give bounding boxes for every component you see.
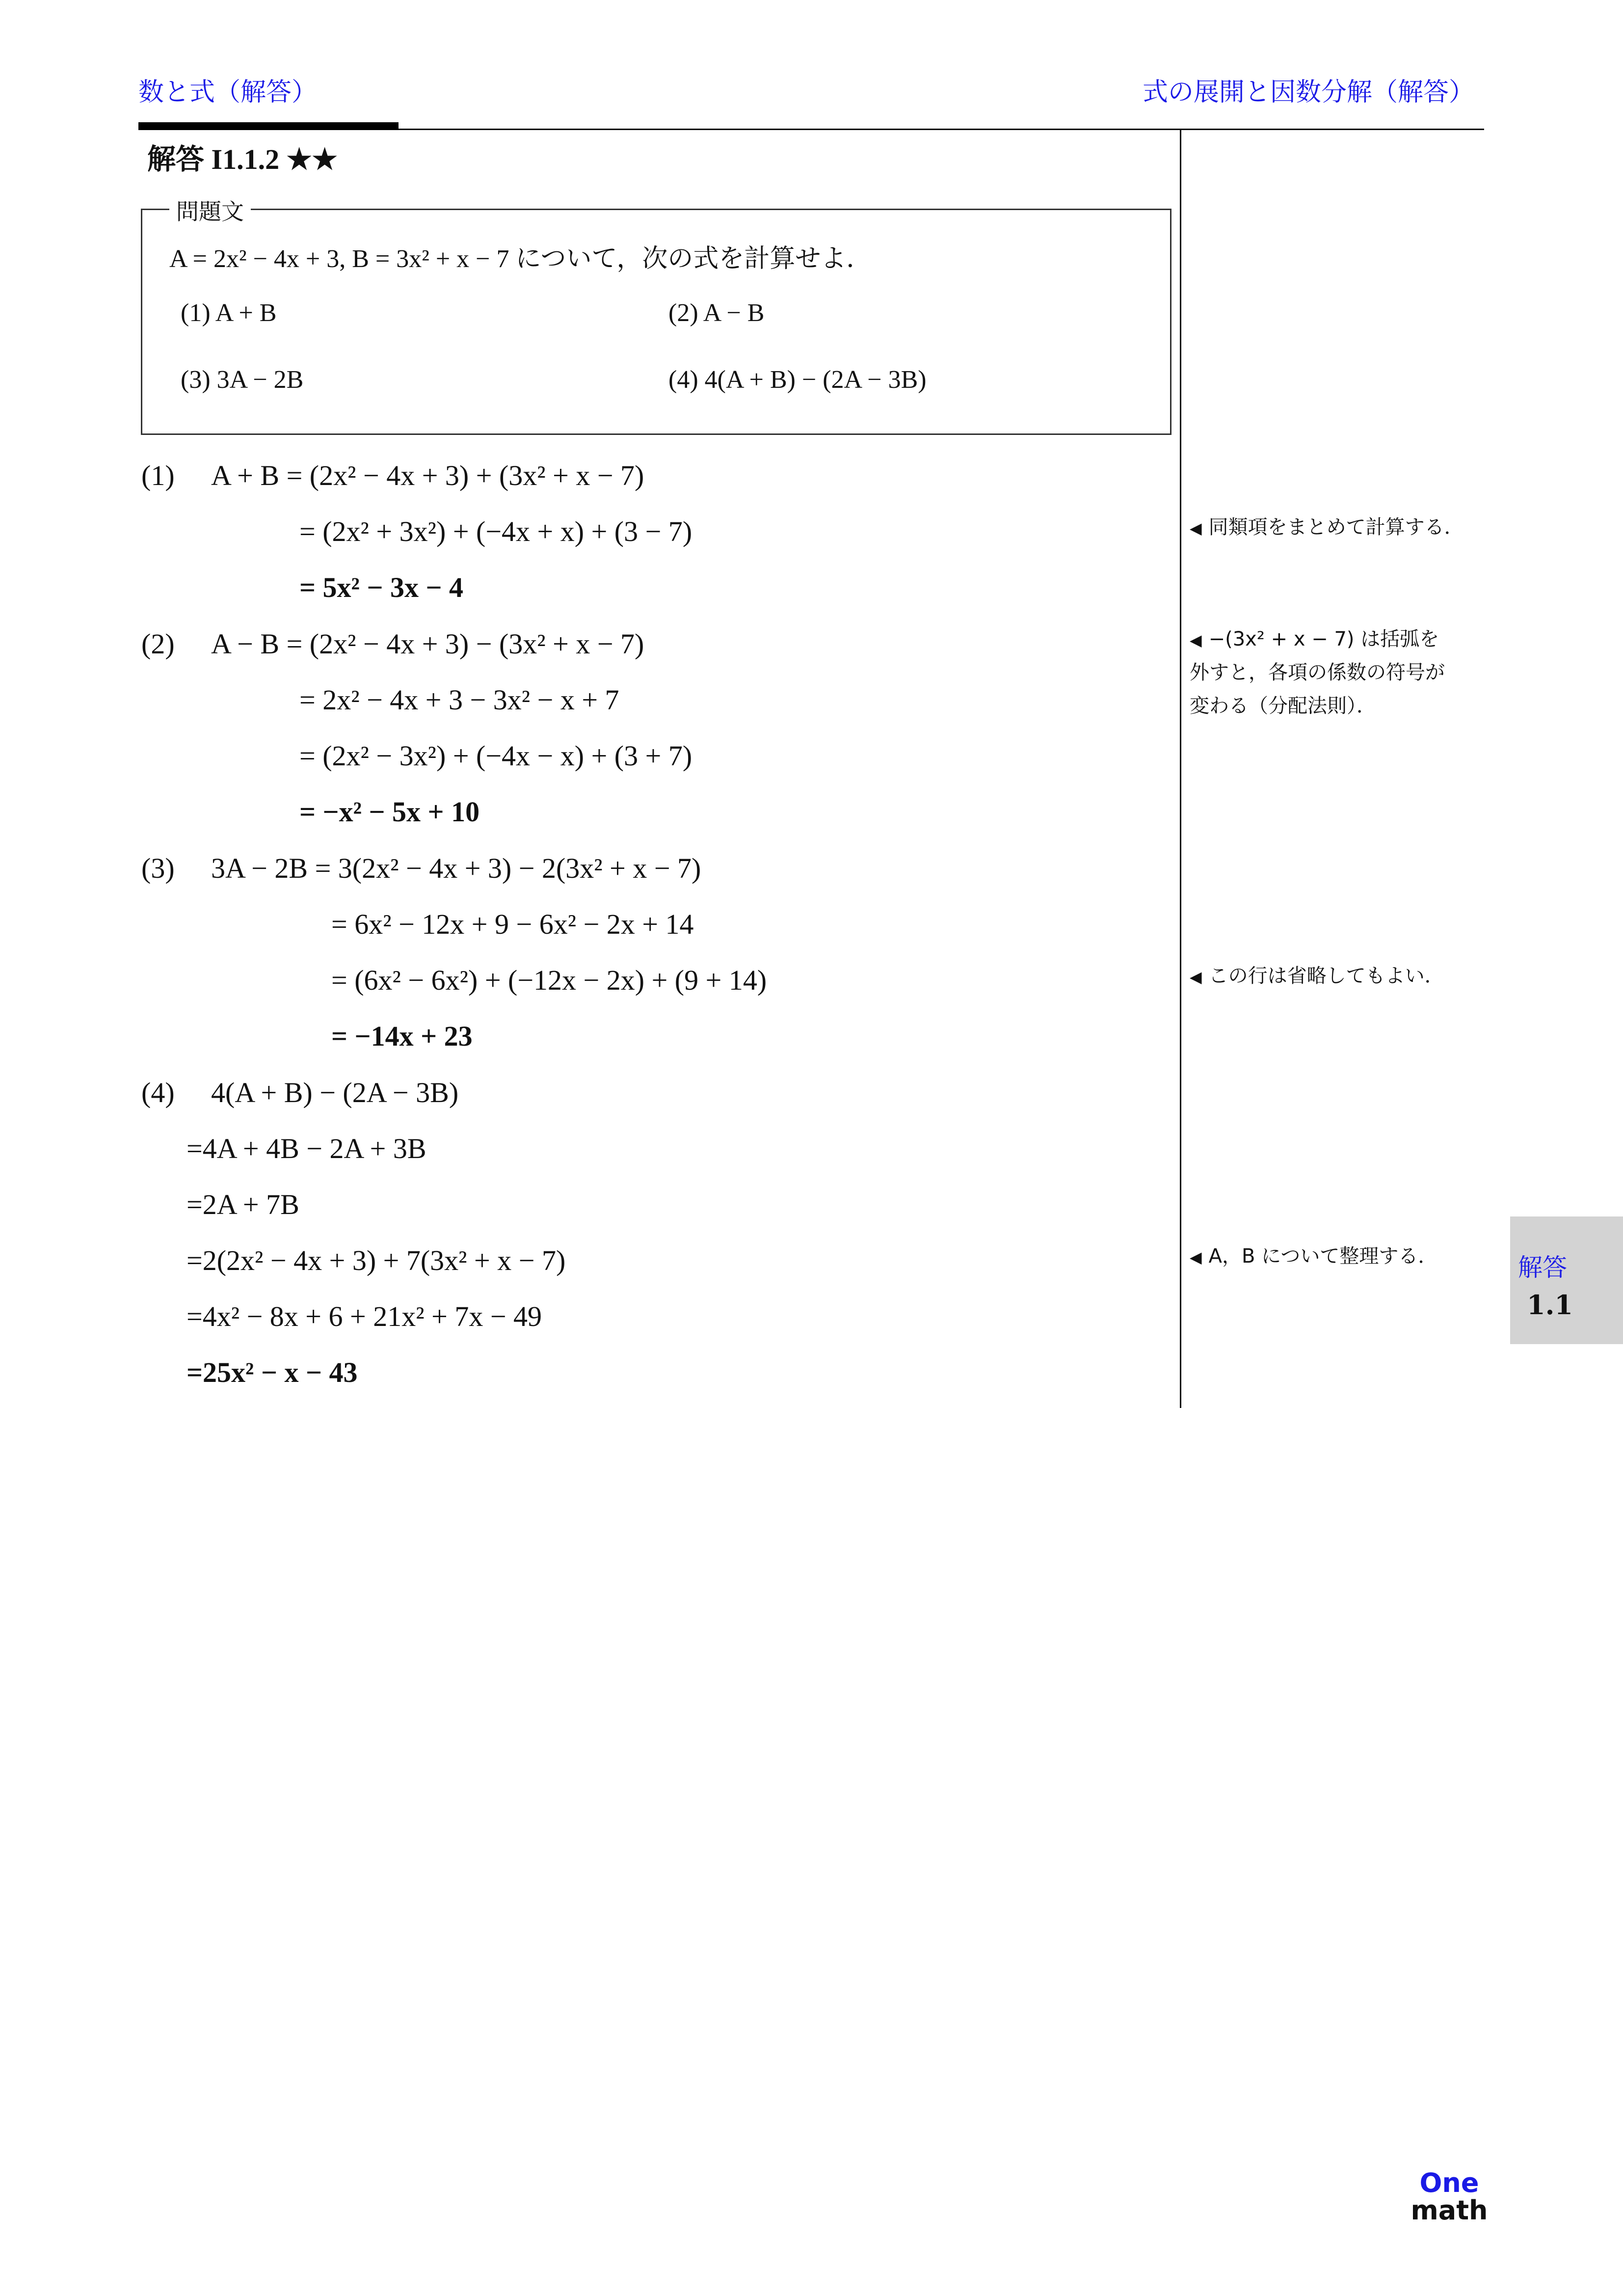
margin-divider	[1180, 129, 1181, 1408]
problem-box-label: 問題文	[169, 194, 251, 226]
triangle-marker-icon: ◀	[1190, 631, 1202, 649]
part-2-number: (2)	[141, 628, 175, 660]
part-4-line-3: =2A + 7B	[186, 1189, 299, 1220]
part-4-line-5: =4x² − 8x + 6 + 21x² + 7x − 49	[186, 1300, 542, 1332]
part-4-line-1: 4(A + B) − (2A − 3B)	[211, 1077, 459, 1108]
chapter-header: 数と式（解答）	[138, 78, 318, 107]
triangle-marker-icon: ◀	[1190, 968, 1202, 986]
onemath-logo	[1408, 2167, 1491, 2226]
margin-note-3: ◀ この行は省略してもよい．	[1190, 965, 1444, 987]
part-1-line-2: = (2x² + 3x²) + (−4x + x) + (3 − 7)	[299, 515, 692, 547]
part-3-number: (3)	[141, 852, 175, 884]
margin-note-1: ◀ 同類項をまとめて計算する．	[1190, 516, 1464, 539]
part-1-number: (1)	[141, 459, 175, 491]
header-thick-rule	[138, 122, 399, 129]
part-2-line-2: = 2x² − 4x + 3 − 3x² − x + 7	[299, 684, 619, 716]
part-2-line-1: A − B = (2x² − 4x + 3) − (3x² + x − 7)	[211, 628, 644, 660]
triangle-marker-icon: ◀	[1190, 519, 1202, 538]
part-4-answer: =25x² − x − 43	[186, 1356, 358, 1388]
part-4-number: (4)	[141, 1077, 175, 1108]
header-rule	[138, 129, 1484, 130]
section-header: 式の展開と因数分解（解答）	[1142, 78, 1474, 107]
question-2: (2) A − B	[668, 299, 765, 327]
section-tab-number: 1.1	[1527, 1289, 1573, 1321]
part-4-line-4: =2(2x² − 4x + 3) + 7(3x² + x − 7)	[186, 1244, 566, 1276]
question-3: (3) 3A − 2B	[181, 366, 304, 394]
margin-note-4: ◀ A，B について整理する．	[1190, 1245, 1438, 1268]
problem-statement: A = 2x² − 4x + 3, B = 3x² + x − 7 について，次の式を計算せよ．	[169, 245, 872, 273]
logo-one-text: One	[1419, 2167, 1479, 2198]
part-3-line-1: 3A − 2B = 3(2x² − 4x + 3) − 2(3x² + x − 7)	[211, 852, 701, 884]
triangle-marker-icon: ◀	[1190, 1248, 1202, 1267]
part-1-line-1: A + B = (2x² − 4x + 3) + (3x² + x − 7)	[211, 459, 644, 491]
part-2-line-3: = (2x² − 3x²) + (−4x − x) + (3 + 7)	[299, 740, 692, 772]
part-3-line-2: = 6x² − 12x + 9 − 6x² − 2x + 14	[331, 908, 694, 940]
logo-math-text: math	[1410, 2195, 1488, 2226]
problem-box	[141, 209, 1171, 435]
problem-title: 解答 I1.1.2 ★★	[147, 143, 338, 175]
part-3-answer: = −14x + 23	[331, 1020, 473, 1052]
part-4-line-2: =4A + 4B − 2A + 3B	[186, 1133, 426, 1164]
part-3-line-3: = (6x² − 6x²) + (−12x − 2x) + (9 + 14)	[331, 964, 767, 996]
question-1: (1) A + B	[181, 299, 277, 327]
part-1-answer: = 5x² − 3x − 4	[299, 571, 464, 603]
question-4: (4) 4(A + B) − (2A − 3B)	[668, 366, 927, 394]
margin-note-2: ◀ −(3x² + x − 7) は括弧を 外すと，各項の係数の符号が 変わる（分配法則）．	[1190, 628, 1445, 717]
section-tab-label: 解答	[1518, 1253, 1567, 1282]
part-2-answer: = −x² − 5x + 10	[299, 796, 480, 828]
section-tab[interactable]	[1510, 1216, 1623, 1344]
